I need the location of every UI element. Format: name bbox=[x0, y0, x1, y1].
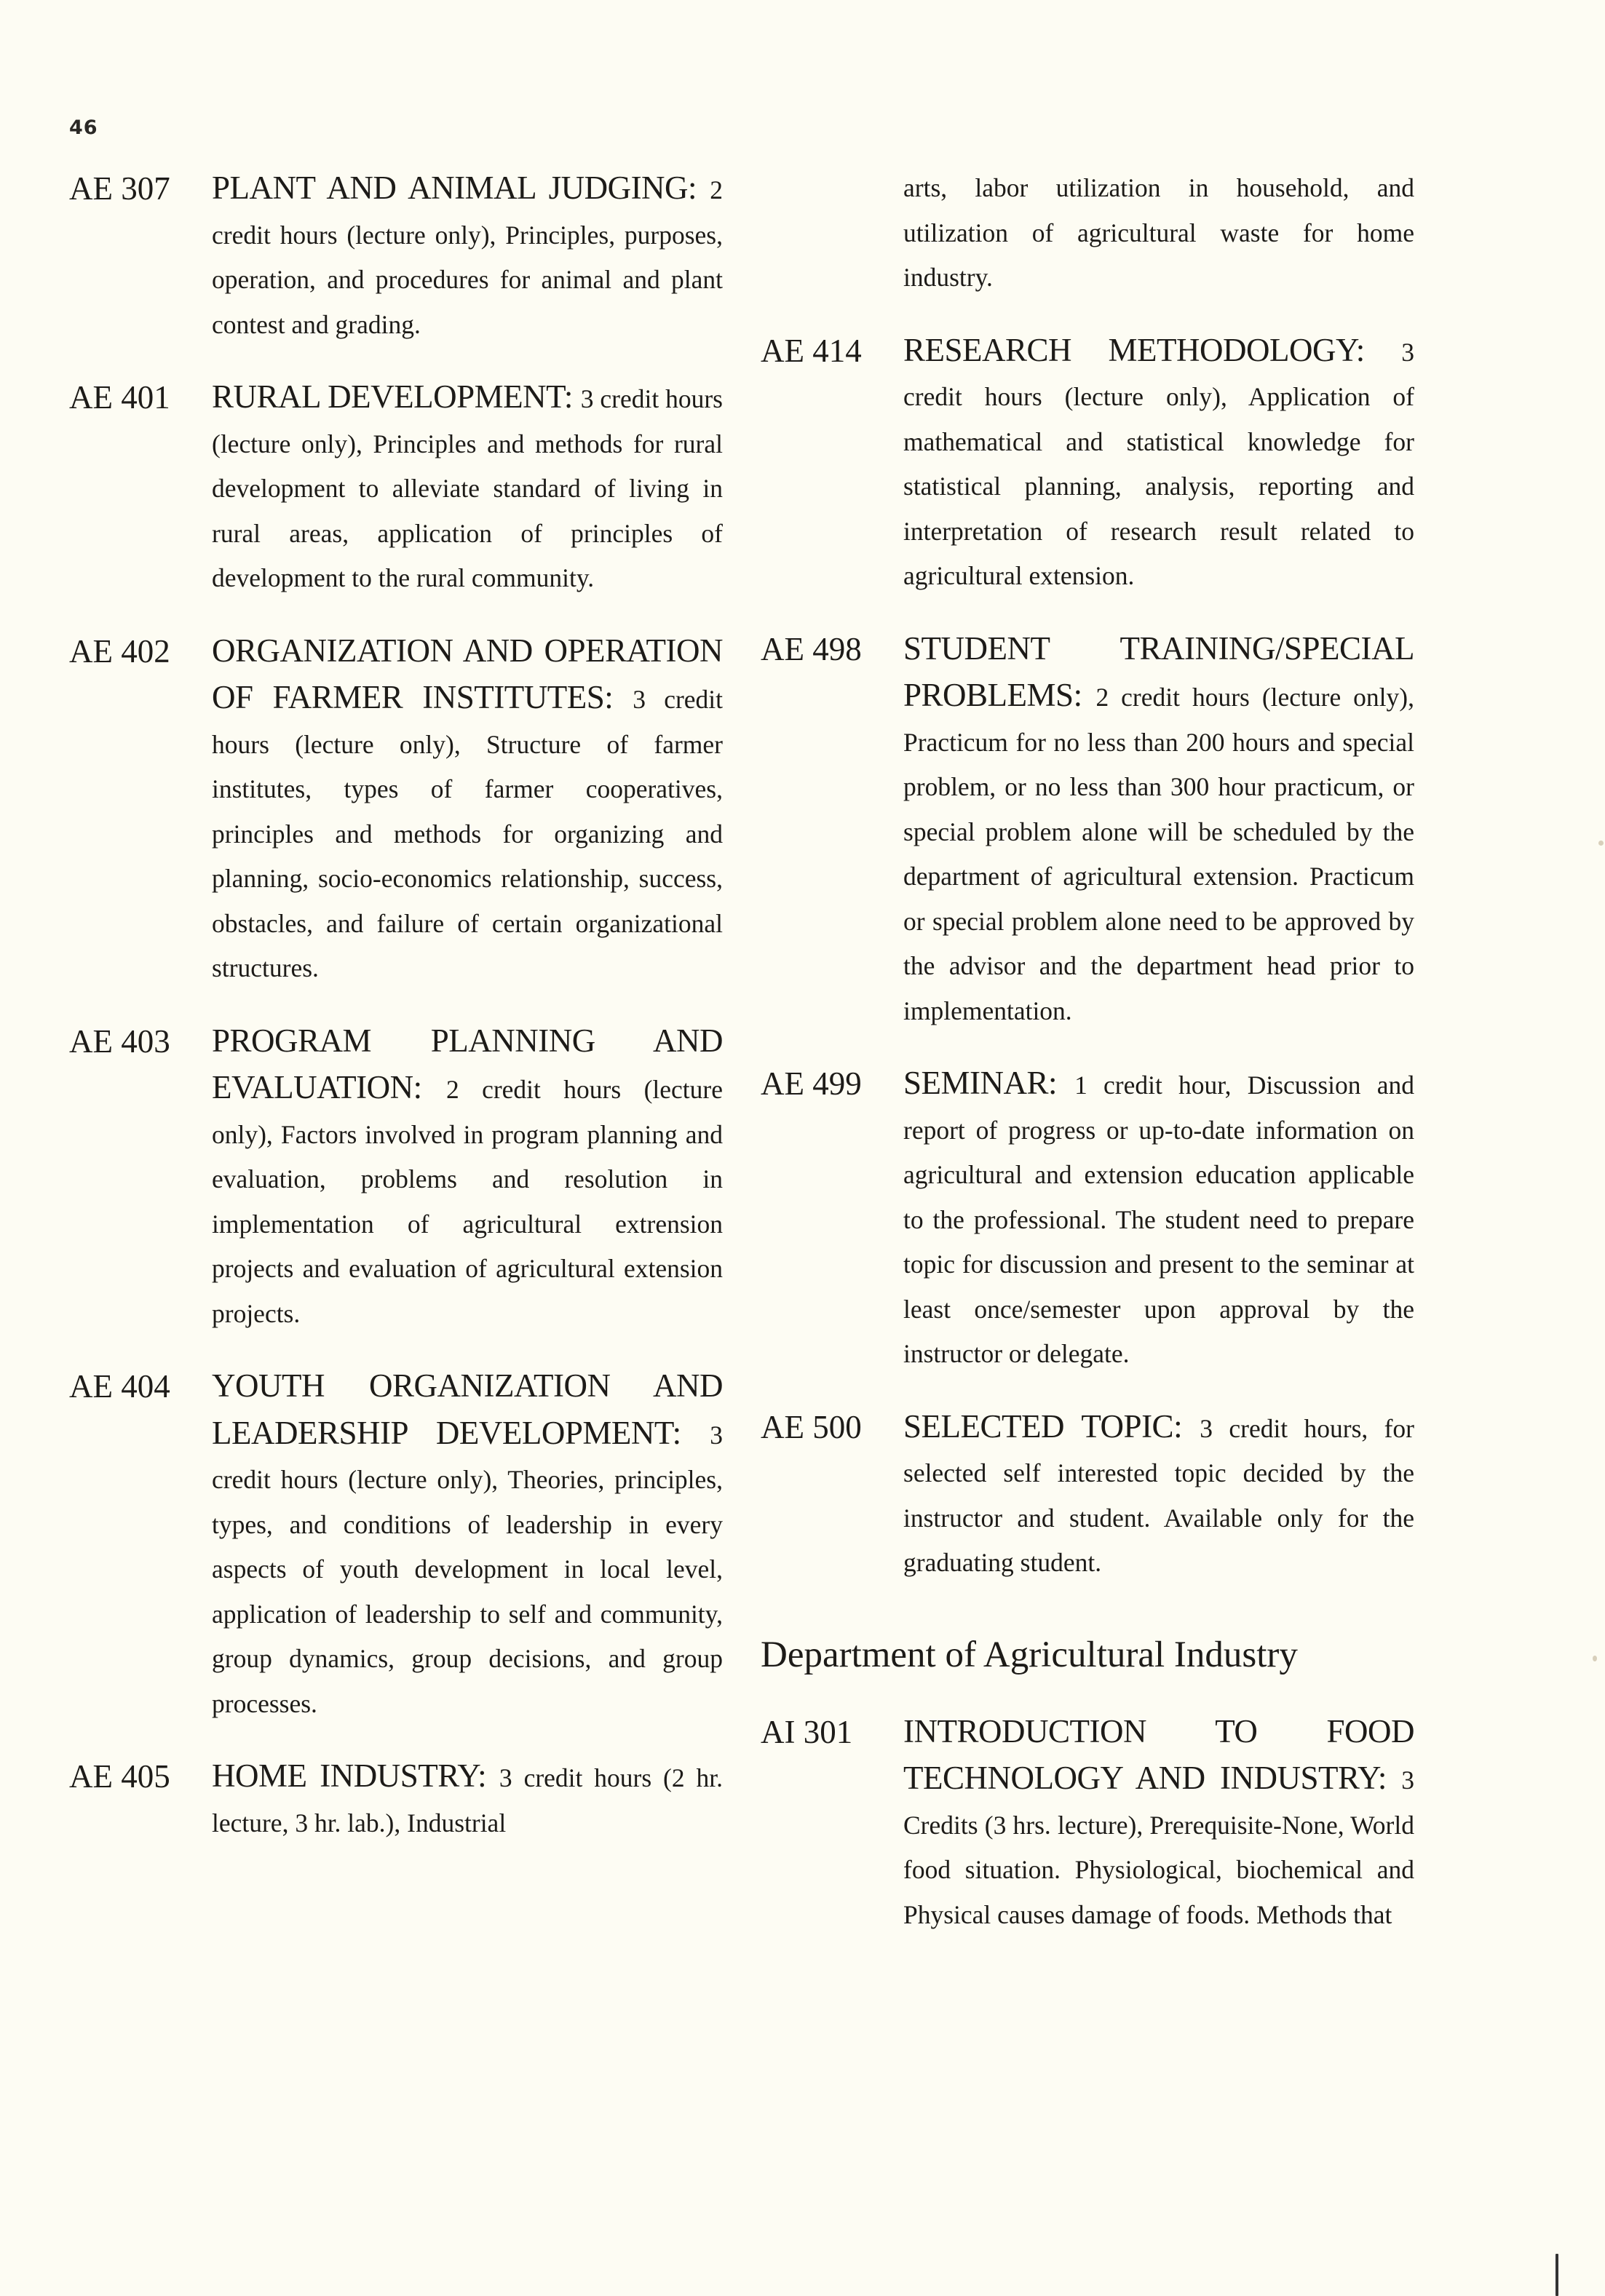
course-description: 2 credit hours (lecture only), Practicum for no less than 200 hours and special problem, or no less than 300 hour practicum, or special problem alone will be scheduled by the department of agricultural extension. Practicum or special problem alone need to be approved by the advisor and the department head prior to implementation. bbox=[903, 683, 1414, 1025]
course-code: AE 414 bbox=[761, 332, 862, 369]
course-description: 3 credit hours (lecture only), Principles and methods for rural development to alleviate standard of living in rural areas, application of principles of development to the rural community. bbox=[212, 384, 723, 592]
course-body bbox=[903, 328, 1414, 599]
course-code: AE 499 bbox=[761, 1065, 862, 1102]
course-body bbox=[903, 1709, 1414, 1938]
scan-speck bbox=[1593, 1656, 1597, 1661]
course-description: 2 credit hours (lecture only), Principles, purposes, operation, and procedures for animal and plant contest and grading. bbox=[212, 175, 723, 339]
course-body bbox=[212, 1019, 723, 1337]
scan-edge-mark bbox=[1556, 2254, 1558, 2296]
page-number: 46 bbox=[69, 116, 98, 139]
course-entry-ae402 bbox=[69, 629, 723, 991]
course-code: AE 403 bbox=[69, 1022, 170, 1060]
course-title: SEMINAR: bbox=[903, 1065, 1075, 1101]
left-column bbox=[69, 166, 723, 1873]
course-title: RESEARCH METHODOLOGY: bbox=[903, 331, 1402, 368]
course-title: SELECTED TOPIC: bbox=[903, 1407, 1200, 1445]
course-code: AE 402 bbox=[69, 632, 170, 670]
course-entry-ae414 bbox=[761, 328, 1414, 599]
course-entry-ae499 bbox=[761, 1061, 1414, 1377]
course-body bbox=[212, 1364, 723, 1726]
course-description: 3 credit hours (lecture only), Structure of farmer institutes, types of farmer cooperatives, principles and methods for organizing and planning, socio-economics relationship, success, obstacles, and failure of certain organizational structures. bbox=[212, 685, 724, 982]
course-body bbox=[212, 1754, 723, 1846]
course-code: AE 307 bbox=[69, 170, 170, 207]
course-entry-ae500 bbox=[761, 1405, 1414, 1586]
course-description: 3 credit hours (lecture only), Theories, principles, types, and conditions of leadership in every aspects of youth development in local level, application of leadership to self and community, group dynamics, group decisions, and group processes. bbox=[212, 1420, 723, 1718]
course-description: 2 credit hours (lecture only), Factors involved in program planning and evaluation, problems and resolution in implementation of agricultural extrension projects and evaluation of agricultural extension projects. bbox=[212, 1075, 723, 1328]
course-title: PLANT AND ANIMAL JUDGING: bbox=[212, 170, 710, 206]
course-body bbox=[903, 627, 1414, 1034]
course-entry-ae307 bbox=[69, 166, 723, 347]
course-code: AE 500 bbox=[761, 1408, 862, 1445]
scan-speck bbox=[1598, 841, 1604, 846]
course-code: AI 301 bbox=[761, 1713, 853, 1750]
course-title: YOUTH ORGANIZATION AND LEADERSHIP DEVELOPMENT: bbox=[212, 1367, 723, 1451]
course-title: HOME INDUSTRY: bbox=[212, 1757, 499, 1794]
continued-text-ae405 bbox=[761, 166, 1414, 301]
course-description: 3 credit hours (2 hr. lecture, 3 hr. lab.), Industrial bbox=[212, 1763, 723, 1838]
course-entry-ae498 bbox=[761, 627, 1414, 1034]
course-body bbox=[212, 166, 723, 347]
course-entry-ae404 bbox=[69, 1364, 723, 1726]
course-code: AE 405 bbox=[69, 1758, 170, 1795]
course-entry-ae405 bbox=[69, 1754, 723, 1846]
course-entry-ae401 bbox=[69, 375, 723, 601]
course-body bbox=[903, 1061, 1414, 1377]
course-description: 3 Credits (3 hrs. lecture), Prerequisite-None, World food situation. Physiological, biochemical and Physical causes damage of foods. Methods that bbox=[903, 1765, 1414, 1929]
course-code: AE 404 bbox=[69, 1368, 170, 1405]
course-body bbox=[212, 629, 723, 991]
course-code: AE 498 bbox=[761, 630, 862, 667]
course-body bbox=[212, 375, 723, 601]
course-description: 3 credit hours (lecture only), Application of mathematical and statistical knowledge for statistical planning, analysis, reporting and interpretation of research result related to agricultural extension. bbox=[903, 337, 1414, 590]
course-title: STUDENT TRAINING/SPECIAL PROBLEMS: bbox=[903, 629, 1414, 713]
course-title: INTRODUCTION TO FOOD TECHNOLOGY AND INDUSTRY: bbox=[903, 1712, 1414, 1796]
course-description: arts, labor utilization in household, and utilization of agricultural waste for home industry. bbox=[903, 173, 1414, 292]
course-description: 3 credit hours, for selected self interested topic decided by the instructor and student. Available only for the graduating student. bbox=[903, 1413, 1414, 1577]
course-entry-ai301 bbox=[761, 1709, 1414, 1938]
course-title: ORGANIZATION AND OPERATION OF FARMER INSTITUTES: bbox=[212, 632, 723, 715]
course-entry-ae403 bbox=[69, 1019, 723, 1337]
course-code: AE 401 bbox=[69, 379, 170, 416]
course-description: 1 credit hour, Discussion and report of progress or up-to-date information on agricultural and extension education applicable to the professional. The student need to prepare topic for discussion and present to the seminar at least once/semester upon approval by the instructor or delegate. bbox=[903, 1070, 1414, 1368]
course-body bbox=[903, 1405, 1414, 1586]
course-title: RURAL DEVELOPMENT: bbox=[212, 378, 581, 415]
right-column bbox=[761, 166, 1414, 1965]
department-heading: Department of Agricultural Industry bbox=[761, 1634, 1298, 1675]
course-title: PROGRAM PLANNING AND EVALUATION: bbox=[212, 1022, 723, 1105]
